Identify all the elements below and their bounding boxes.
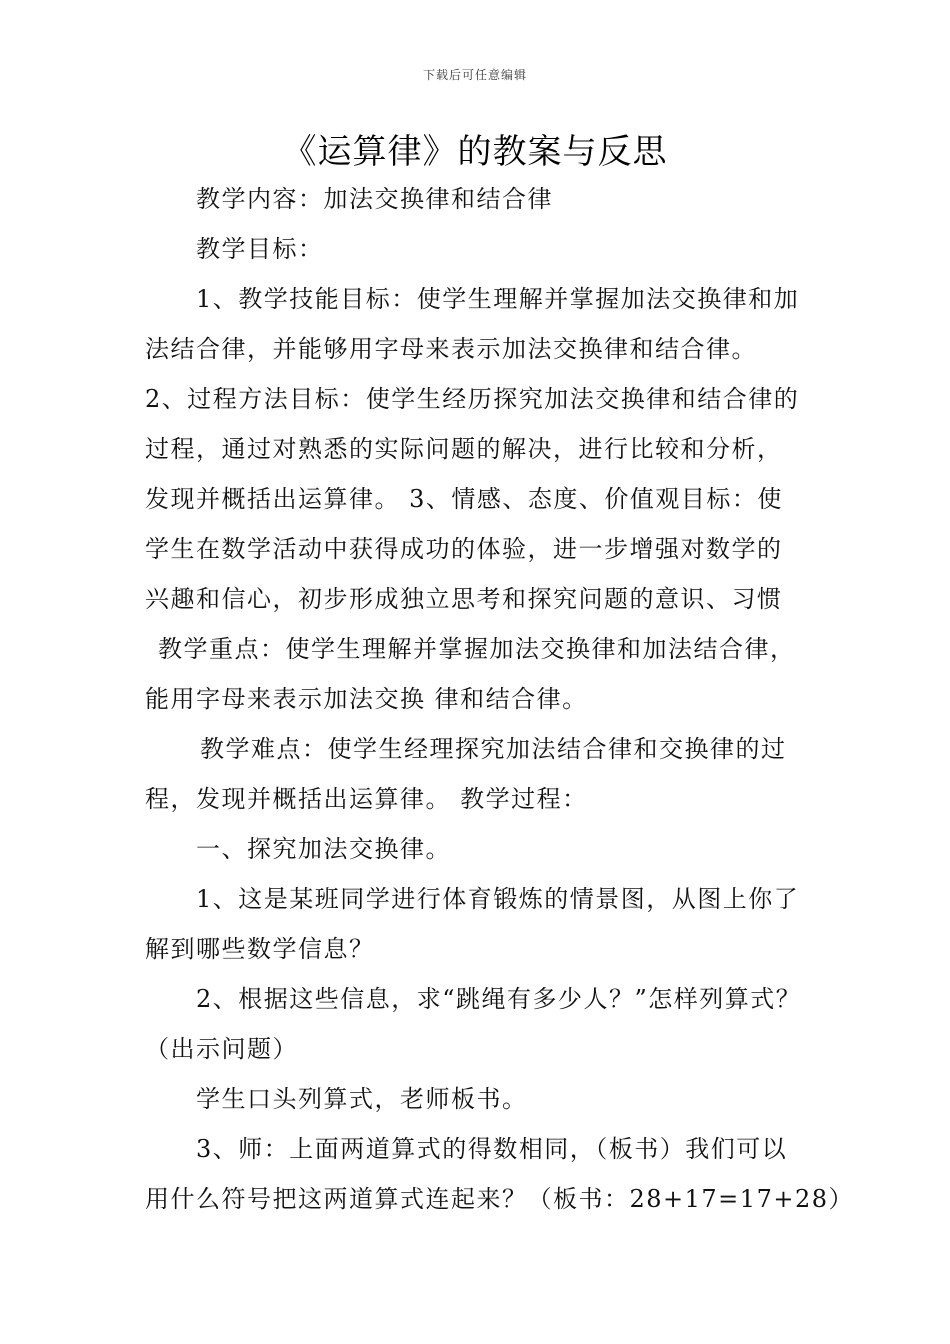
paragraph-line: 2、根据这些信息，求“跳绳有多少人？”怎样列算式？ — [196, 985, 802, 1013]
paragraph-line: 能用字母来表示加法交换 律和结合律。 — [145, 685, 588, 713]
paragraph-line: 用什么符号把这两道算式连起来？（板书：28+17=17+28） — [145, 1185, 854, 1213]
paragraph-line: 兴趣和信心，初步形成独立思考和探究问题的意识、习惯 — [145, 585, 783, 613]
paragraph-line: 教学难点：使学生经理探究加法结合律和交换律的过 — [200, 735, 787, 763]
section-heading: 一、探究加法交换律。 — [196, 835, 451, 863]
paragraph-line: 学生在数学活动中获得成功的体验，进一步增强对数学的 — [145, 535, 783, 563]
paragraph-line: 2、过程方法目标：使学生经历探究加法交换律和结合律的 — [145, 385, 800, 413]
paragraph-line: 3、师：上面两道算式的得数相同，（板书）我们可以 — [196, 1135, 788, 1163]
paragraph-line: 法结合律，并能够用字母来表示加法交换律和结合律。 — [145, 335, 757, 363]
paragraph-line: （出示问题） — [145, 1035, 298, 1063]
document-title: 《运算律》的教案与反思 — [282, 132, 668, 172]
paragraph-line: 解到哪些数学信息？ — [145, 935, 375, 963]
header-note: 下载后可任意编辑 — [422, 68, 527, 82]
paragraph-line: 教学目标： — [196, 235, 324, 263]
paragraph-line: 过程，通过对熟悉的实际问题的解决，进行比较和分析， — [145, 435, 783, 463]
paragraph-line: 程，发现并概括出运算律。 教学过程： — [145, 785, 588, 813]
paragraph-line: 1、教学技能目标：使学生理解并掌握加法交换律和加 — [196, 285, 800, 313]
paragraph-line: 发现并概括出运算律。 3、情感、态度、价值观目标：使 — [145, 485, 783, 513]
paragraph-line: 1、这是某班同学进行体育锻炼的情景图，从图上你了 — [196, 885, 800, 913]
paragraph-line: 学生口头列算式，老师板书。 — [196, 1085, 528, 1113]
paragraph-line: 教学重点：使学生理解并掌握加法交换律和加法结合律， — [158, 635, 796, 663]
paragraph-line: 教学内容：加法交换律和结合律 — [196, 185, 553, 213]
